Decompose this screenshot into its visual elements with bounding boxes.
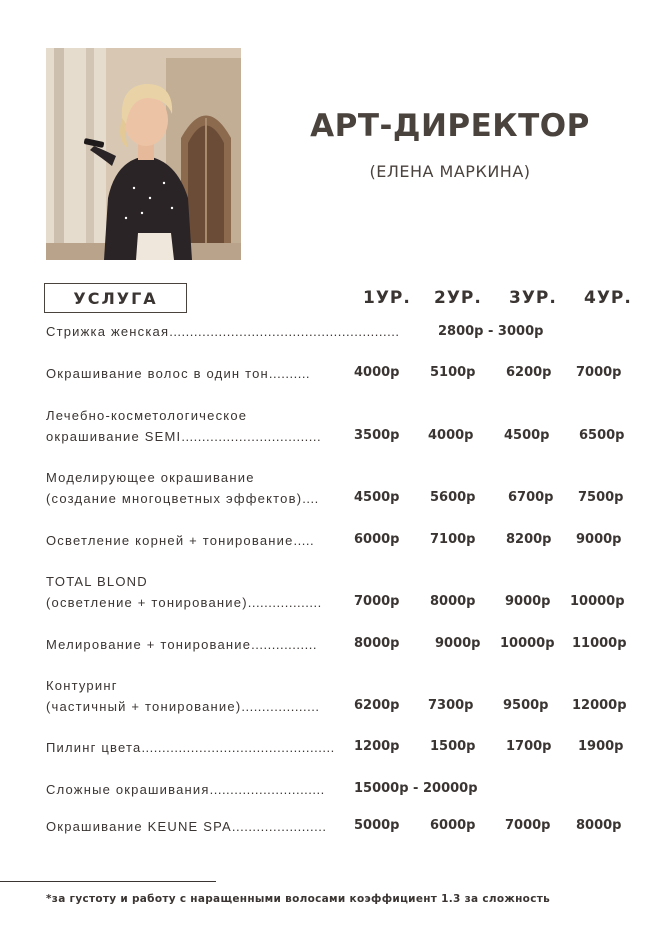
price-row-label (46, 530, 314, 551)
leader-dots: ............................................... (141, 740, 335, 755)
service-name-line2: (осветление + тонирование) (46, 595, 248, 610)
price-level-3: 7000р (505, 818, 551, 833)
price-level-1: 6200р (354, 698, 400, 713)
price-row-label (46, 779, 325, 800)
price-level-4: 9000р (576, 532, 622, 547)
leader-dots: .................. (247, 595, 322, 610)
footnote-divider (0, 881, 216, 882)
service-name: Осветление корней + тонирование (46, 533, 294, 548)
price-level-2: 5100р (430, 365, 476, 380)
portrait-illustration (46, 48, 241, 260)
level-header-3: 3УР. (509, 288, 557, 308)
footnote: *за густоту и работу с наращенными волосами коэффициент 1.3 за сложность (46, 893, 551, 905)
price-level-3: 10000р (500, 636, 555, 651)
price-level-3: 4500р (504, 428, 550, 443)
price-row-label (46, 321, 399, 342)
service-name-line1: Контуринг (46, 678, 118, 693)
price-level-1: 4500р (354, 490, 400, 505)
price-row-label (46, 634, 317, 655)
leader-dots: ........................................................ (169, 324, 400, 339)
service-name-line1: TOTAL BLOND (46, 574, 148, 589)
price-level-3: 1700р (506, 739, 552, 754)
price-row-label (46, 488, 319, 509)
level-header-2: 2УР. (434, 288, 482, 308)
price-level-4: 10000р (570, 594, 625, 609)
price-level-2: 6000р (430, 818, 476, 833)
price-level-2: 7100р (430, 532, 476, 547)
service-name: Сложные окрашивания (46, 782, 210, 797)
price-level-1: 1200р (354, 739, 400, 754)
service-name: Окрашивание KEUNE SPA (46, 819, 232, 834)
price-row-label (46, 696, 319, 717)
page-subtitle: (ЕЛЕНА МАРКИНА) (369, 162, 531, 181)
price-level-2: 5600р (430, 490, 476, 505)
leader-dots: .......... (268, 366, 311, 381)
page-title: АРТ-ДИРЕКТОР (310, 108, 590, 144)
price-level-4: 7500р (578, 490, 624, 505)
service-name-line2: (создание многоцветных эффектов) (46, 491, 303, 506)
price-level-3: 6700р (508, 490, 554, 505)
price-level-4: 7000р (576, 365, 622, 380)
price-level-4: 11000р (572, 636, 627, 651)
service-name: Пилинг цвета (46, 740, 142, 755)
price-row-label (46, 816, 326, 837)
leader-dots: ............................ (209, 782, 325, 797)
price-level-3: 8200р (506, 532, 552, 547)
price-level-2: 7300р (428, 698, 474, 713)
service-name-line1: Лечебно-косметологическое (46, 408, 248, 423)
price-level-4: 8000р (576, 818, 622, 833)
price-level-1: 4000р (354, 365, 400, 380)
portrait-photo (46, 48, 241, 260)
service-name-line2: (частичный + тонирование) (46, 699, 242, 714)
leader-dots: ................... (241, 699, 320, 714)
price-level-1: 7000р (354, 594, 400, 609)
price-level-1: 3500р (354, 428, 400, 443)
leader-dots: .... (302, 491, 319, 506)
price-level-1: 6000р (354, 532, 400, 547)
service-column-header: УСЛУГА (44, 283, 187, 313)
price-level-2: 8000р (430, 594, 476, 609)
price-range: 15000р - 20000р (354, 781, 478, 796)
price-level-2: 4000р (428, 428, 474, 443)
price-range: 2800р - 3000р (438, 324, 544, 339)
price-level-4: 1900р (578, 739, 624, 754)
price-row-label (46, 737, 335, 758)
price-level-3: 9000р (505, 594, 551, 609)
service-name: Мелирование + тонирование (46, 637, 252, 652)
price-row-label (46, 426, 321, 447)
level-header-4: 4УР. (584, 288, 632, 308)
price-row-label (46, 592, 322, 613)
leader-dots: .................................. (181, 429, 322, 444)
price-level-2: 1500р (430, 739, 476, 754)
price-level-1: 8000р (354, 636, 400, 651)
service-name-line2: окрашивание SEMI (46, 429, 182, 444)
leader-dots: ....................... (231, 819, 327, 834)
price-level-1: 5000р (354, 818, 400, 833)
leader-dots: ..... (293, 533, 315, 548)
service-name: Стрижка женская (46, 324, 170, 339)
service-name: Окрашивание волос в один тон (46, 366, 269, 381)
price-level-2: 9000р (435, 636, 481, 651)
level-header-1: 1УР. (363, 288, 411, 308)
price-level-4: 12000р (572, 698, 627, 713)
price-level-3: 9500р (503, 698, 549, 713)
price-row-label (46, 363, 310, 384)
leader-dots: ................ (251, 637, 317, 652)
price-level-4: 6500р (579, 428, 625, 443)
price-level-3: 6200р (506, 365, 552, 380)
service-name-line1: Моделирующее окрашивание (46, 470, 255, 485)
